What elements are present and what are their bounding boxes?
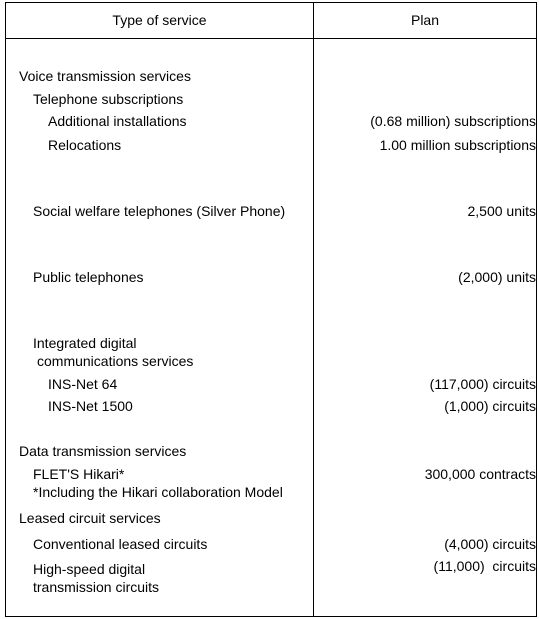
plan-additional-installations: (0.68 million) subscriptions <box>370 113 536 129</box>
column-header-type-of-service: Type of service <box>112 12 207 28</box>
section-data-title: Data transmission services <box>19 443 187 459</box>
plan-ins-net-64: (117,000) circuits <box>429 376 536 392</box>
row-ins-net-64: INS-Net 64 <box>48 376 118 392</box>
row-ins-net-1500: INS-Net 1500 <box>48 398 133 414</box>
plan-silver-phone: 2,500 units <box>467 203 536 219</box>
plan-ins-net-1500: (1,000) circuits <box>444 398 536 414</box>
column-header-plan: Plan <box>410 12 440 28</box>
row-public-telephones: Public telephones <box>33 269 144 285</box>
row-relocations: Relocations <box>48 137 122 153</box>
row-conventional-leased: Conventional leased circuits <box>33 536 208 552</box>
plan-relocations: 1.00 million subscriptions <box>379 137 536 153</box>
plan-high-speed: (11,000) circuits <box>433 558 536 574</box>
section-leased-title: Leased circuit services <box>19 510 161 526</box>
header-divider <box>5 38 537 39</box>
row-high-speed-line2: transmission circuits <box>33 579 160 595</box>
row-telephone-subscriptions: Telephone subscriptions <box>33 91 184 107</box>
row-isdn-line2: communications services <box>37 353 194 369</box>
plan-flets-hikari: 300,000 contracts <box>424 466 536 482</box>
plan-public-telephones: (2,000) units <box>458 269 536 285</box>
section-voice-title: Voice transmission services <box>19 68 191 84</box>
row-isdn-line1: Integrated digital <box>33 335 137 351</box>
row-additional-installations: Additional installations <box>48 113 187 129</box>
column-divider <box>313 2 314 617</box>
row-flets-hikari: FLET'S Hikari* <box>33 466 125 482</box>
row-silver-phone: Social welfare telephones (Silver Phone) <box>33 203 286 219</box>
row-flets-note: *Including the Hikari collaboration Model <box>33 484 283 500</box>
row-high-speed-line1: High-speed digital <box>33 561 146 577</box>
plan-conventional-leased: (4,000) circuits <box>444 536 536 552</box>
